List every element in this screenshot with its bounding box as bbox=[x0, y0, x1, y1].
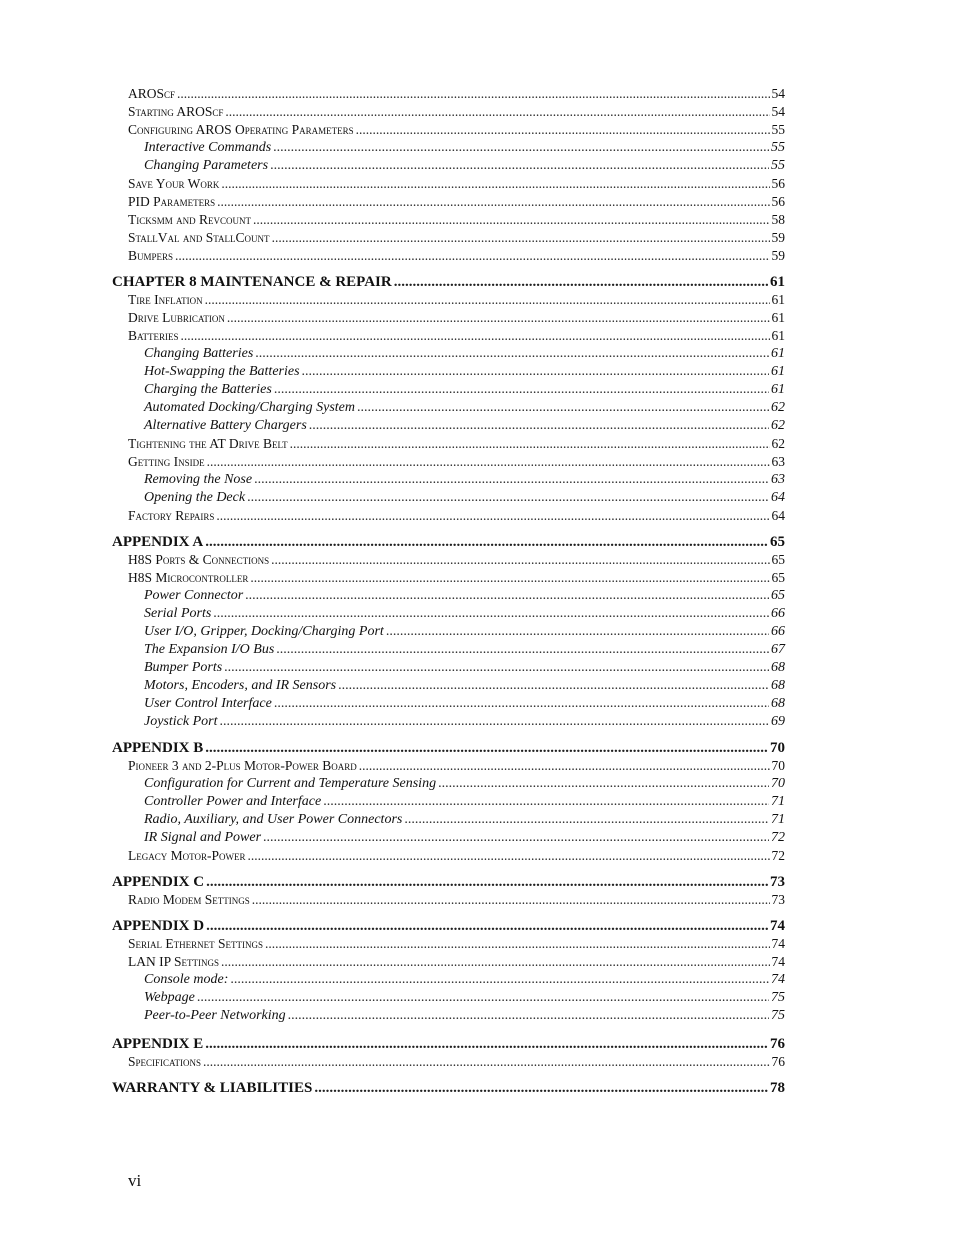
toc-entry-title: Interactive Commands bbox=[144, 140, 272, 155]
toc-entry-page: 65 bbox=[771, 570, 785, 585]
toc-entry-title: Specifications bbox=[128, 1054, 202, 1069]
toc-entry-page: 74 bbox=[770, 918, 785, 934]
toc-entry-page: 61 bbox=[771, 364, 785, 379]
toc-entry-title: Factory Repairs bbox=[128, 508, 215, 523]
toc-entry[interactable] bbox=[128, 194, 785, 210]
toc-entry-title: Peer-to-Peer Networking bbox=[144, 1008, 286, 1023]
dot-leader bbox=[271, 552, 769, 568]
dot-leader bbox=[290, 436, 770, 452]
dot-leader bbox=[288, 1008, 769, 1024]
toc-entry[interactable] bbox=[144, 490, 785, 506]
toc-entry-page: 63 bbox=[771, 472, 785, 487]
toc-entry-title: APPENDIX C bbox=[112, 874, 205, 890]
dot-leader bbox=[216, 508, 769, 524]
toc-entry[interactable] bbox=[144, 418, 785, 434]
toc-heading[interactable] bbox=[112, 534, 785, 551]
toc-entry[interactable] bbox=[128, 310, 785, 326]
toc-entry-page: 72 bbox=[771, 848, 785, 863]
toc-entry-page: 68 bbox=[771, 678, 785, 693]
toc-entry-title: Radio Modem Settings bbox=[128, 892, 250, 907]
toc-entry-title: WARRANTY & LIABILITIES bbox=[112, 1080, 313, 1096]
toc-entry-page: 61 bbox=[771, 328, 785, 343]
toc-entry[interactable] bbox=[144, 990, 785, 1006]
toc-entry-title: Changing Parameters bbox=[144, 158, 269, 173]
toc-entry-page: 62 bbox=[771, 436, 785, 451]
toc-entry-title: Changing Batteries bbox=[144, 346, 254, 361]
toc-entry-title: Controller Power and Interface bbox=[144, 794, 322, 809]
toc-entry-title: Save Your Work bbox=[128, 176, 220, 191]
dot-leader bbox=[247, 848, 769, 864]
toc-entry[interactable] bbox=[128, 212, 785, 228]
dot-leader bbox=[219, 714, 769, 730]
toc-entry-title: APPENDIX A bbox=[112, 534, 204, 550]
toc-entry[interactable] bbox=[144, 588, 785, 604]
toc-entry-title: APPENDIX D bbox=[112, 918, 205, 934]
toc-entry-page: 55 bbox=[771, 158, 785, 173]
toc-entry-title: Power Connector bbox=[144, 588, 244, 603]
toc-entry-page: 64 bbox=[771, 508, 785, 523]
dot-leader bbox=[274, 382, 769, 398]
dot-leader bbox=[252, 892, 770, 908]
toc-entry-page: 71 bbox=[771, 794, 785, 809]
toc-entry-title: The Expansion I/O Bus bbox=[144, 642, 275, 657]
toc-entry[interactable] bbox=[128, 176, 785, 192]
toc-entry-page: 56 bbox=[771, 176, 785, 191]
toc-entry-page: 69 bbox=[771, 714, 785, 729]
toc-entry-title: Serial Ethernet Settings bbox=[128, 936, 263, 951]
toc-entry-page: 61 bbox=[771, 346, 785, 361]
toc-entry[interactable] bbox=[128, 230, 785, 246]
dot-leader bbox=[359, 758, 770, 774]
toc-entry[interactable] bbox=[128, 104, 785, 120]
toc-entry[interactable] bbox=[144, 714, 785, 730]
dot-leader bbox=[254, 472, 769, 488]
toc-entry-page: 62 bbox=[771, 400, 785, 415]
toc-entry-page: 54 bbox=[771, 104, 785, 119]
toc-entry-title: Automated Docking/Charging System bbox=[144, 400, 356, 415]
toc-entry-title: Webpage bbox=[144, 990, 195, 1005]
toc-entry-page: 78 bbox=[770, 1080, 785, 1096]
dot-leader bbox=[197, 990, 769, 1006]
toc-entry-page: 62 bbox=[771, 418, 785, 433]
toc-entry-page: 76 bbox=[771, 1054, 785, 1069]
toc-entry-title: H8S Microcontroller bbox=[128, 570, 249, 585]
toc-entry[interactable] bbox=[144, 382, 785, 398]
toc-entry[interactable] bbox=[144, 678, 785, 694]
toc-entry-page: 72 bbox=[771, 830, 785, 845]
toc-entry-title: APPENDIX B bbox=[112, 740, 204, 756]
toc-entry[interactable] bbox=[144, 624, 785, 640]
dot-leader bbox=[225, 104, 769, 120]
toc-entry-title: User Control Interface bbox=[144, 696, 272, 711]
toc-entry-title: Serial Ports bbox=[144, 606, 212, 621]
toc-entry-title: Radio, Auxiliary, and User Power Connectors bbox=[144, 812, 403, 827]
toc-entry[interactable] bbox=[128, 328, 785, 344]
toc-heading[interactable] bbox=[112, 740, 785, 757]
dot-leader bbox=[394, 274, 768, 291]
toc-entry-page: 55 bbox=[771, 122, 785, 137]
toc-entry-title: Starting AROScf bbox=[128, 104, 224, 119]
dot-leader bbox=[404, 812, 769, 828]
toc-entry[interactable] bbox=[128, 848, 785, 864]
toc-entry[interactable] bbox=[128, 758, 785, 774]
dot-leader bbox=[205, 292, 770, 308]
toc-entry-title: APPENDIX E bbox=[112, 1036, 204, 1052]
toc-entry[interactable] bbox=[128, 552, 785, 568]
toc-entry-title: Tire Inflation bbox=[128, 292, 203, 307]
toc-entry-page: 61 bbox=[771, 292, 785, 307]
toc-entry[interactable] bbox=[144, 140, 785, 156]
toc-entry-page: 75 bbox=[771, 1008, 785, 1023]
toc-entry-title: Motors, Encoders, and IR Sensors bbox=[144, 678, 337, 693]
dot-leader bbox=[323, 794, 769, 810]
toc-heading[interactable] bbox=[112, 918, 785, 935]
toc-entry-title: StallVal and StallCount bbox=[128, 230, 270, 245]
dot-leader bbox=[213, 606, 769, 622]
toc-entry-title: Hot-Swapping the Batteries bbox=[144, 364, 300, 379]
toc-entry-title: Batteries bbox=[128, 328, 179, 343]
dot-leader bbox=[338, 678, 769, 694]
toc-entry[interactable] bbox=[144, 776, 785, 792]
toc-entry[interactable] bbox=[144, 606, 785, 622]
dot-leader bbox=[206, 918, 768, 935]
dot-leader bbox=[357, 400, 769, 416]
toc-entry-page: 75 bbox=[771, 990, 785, 1005]
dot-leader bbox=[276, 642, 769, 658]
toc-entry-title: Console mode: bbox=[144, 972, 229, 987]
toc-entry[interactable] bbox=[144, 472, 785, 488]
dot-leader bbox=[302, 364, 769, 380]
toc-entry-page: 70 bbox=[771, 758, 785, 773]
toc-entry-title: Drive Lubrication bbox=[128, 310, 225, 325]
dot-leader bbox=[265, 936, 770, 952]
toc-entry[interactable] bbox=[144, 812, 785, 828]
page-number: vi bbox=[128, 1171, 142, 1190]
toc-entry[interactable] bbox=[144, 830, 785, 846]
toc-entry-page: 66 bbox=[771, 624, 785, 639]
toc-entry[interactable] bbox=[144, 158, 785, 174]
dot-leader bbox=[314, 1080, 768, 1097]
toc-entry-page: 59 bbox=[771, 230, 785, 245]
dot-leader bbox=[227, 310, 770, 326]
toc-entry-page: 70 bbox=[770, 740, 785, 756]
toc-entry-title: Getting Inside bbox=[128, 454, 205, 469]
toc-entry-title: Opening the Deck bbox=[144, 490, 246, 505]
toc-entry[interactable] bbox=[144, 346, 785, 362]
toc-entry[interactable] bbox=[144, 1008, 785, 1024]
toc-entry-page: 61 bbox=[771, 310, 785, 325]
dot-leader bbox=[245, 588, 769, 604]
toc-entry[interactable] bbox=[128, 86, 785, 102]
toc-entry-page: 74 bbox=[771, 936, 785, 951]
toc-entry[interactable] bbox=[128, 122, 785, 138]
dot-leader bbox=[203, 1054, 769, 1070]
toc-entry-page: 66 bbox=[771, 606, 785, 621]
dot-leader bbox=[224, 660, 769, 676]
toc-entry-title: LAN IP Settings bbox=[128, 954, 219, 969]
dot-leader bbox=[272, 230, 770, 246]
toc-heading[interactable] bbox=[112, 274, 785, 291]
toc-entry-page: 63 bbox=[771, 454, 785, 469]
toc-entry-title: CHAPTER 8 MAINTENANCE & REPAIR bbox=[112, 274, 392, 290]
toc-entry[interactable] bbox=[144, 400, 785, 416]
toc-entry-title: Charging the Batteries bbox=[144, 382, 272, 397]
toc-entry-title: IR Signal and Power bbox=[144, 830, 262, 845]
dot-leader bbox=[207, 454, 770, 470]
toc-entry-title: Tightening the AT Drive Belt bbox=[128, 436, 288, 451]
dot-leader bbox=[273, 140, 769, 156]
toc-entry[interactable] bbox=[128, 292, 785, 308]
toc-entry-page: 58 bbox=[771, 212, 785, 227]
toc-entry-page: 65 bbox=[770, 534, 785, 550]
toc-entry-title: PID Parameters bbox=[128, 194, 216, 209]
dot-leader bbox=[386, 624, 769, 640]
dot-leader bbox=[205, 534, 768, 551]
dot-leader bbox=[205, 740, 768, 757]
toc-entry-title: Joystick Port bbox=[144, 714, 218, 729]
toc-entry-title: Configuring AROS Operating Parameters bbox=[128, 122, 354, 137]
dot-leader bbox=[356, 122, 770, 138]
toc-entry-page: 67 bbox=[771, 642, 785, 657]
toc-entry[interactable] bbox=[128, 570, 785, 586]
dot-leader bbox=[221, 954, 770, 970]
toc-entry-page: 61 bbox=[771, 382, 785, 397]
toc-entry-page: 56 bbox=[771, 194, 785, 209]
toc-entry-title: Legacy Motor-Power bbox=[128, 848, 246, 863]
dot-leader bbox=[177, 86, 769, 102]
dot-leader bbox=[309, 418, 769, 434]
toc-entry-title: Configuration for Current and Temperature Sensing bbox=[144, 776, 437, 791]
toc-entry-page: 65 bbox=[771, 552, 785, 567]
dot-leader bbox=[263, 830, 769, 846]
toc-entry[interactable] bbox=[144, 660, 785, 676]
toc-entry-page: 61 bbox=[770, 274, 785, 290]
toc-heading[interactable] bbox=[112, 1036, 785, 1053]
dot-leader bbox=[181, 328, 770, 344]
toc-entry-title: Ticksmm and Revcount bbox=[128, 212, 252, 227]
toc-entry-page: 70 bbox=[771, 776, 785, 791]
dot-leader bbox=[255, 346, 769, 362]
toc-entry-title: AROScf bbox=[128, 86, 176, 101]
toc-entry-page: 73 bbox=[770, 874, 785, 890]
dot-leader bbox=[250, 570, 769, 586]
toc-entry-page: 59 bbox=[771, 248, 785, 263]
toc-heading[interactable] bbox=[112, 1080, 785, 1097]
toc-entry-page: 65 bbox=[771, 588, 785, 603]
toc-entry-title: Alternative Battery Chargers bbox=[144, 418, 307, 433]
dot-leader bbox=[217, 194, 769, 210]
toc-entry[interactable] bbox=[128, 954, 785, 970]
dot-leader bbox=[205, 1036, 768, 1053]
toc-entry-title: Pioneer 3 and 2-Plus Motor-Power Board bbox=[128, 758, 357, 773]
toc-entry-page: 68 bbox=[771, 696, 785, 711]
toc-entry-title: User I/O, Gripper, Docking/Charging Port bbox=[144, 624, 384, 639]
toc-entry[interactable] bbox=[128, 508, 785, 524]
toc-entry[interactable] bbox=[128, 436, 785, 452]
toc-entry[interactable] bbox=[128, 1054, 785, 1070]
toc-entry[interactable] bbox=[144, 696, 785, 712]
toc-entry-page: 54 bbox=[771, 86, 785, 101]
toc-entry[interactable] bbox=[128, 454, 785, 470]
toc-entry-page: 74 bbox=[771, 954, 785, 969]
toc-entry[interactable] bbox=[128, 892, 785, 908]
toc-entry-page: 68 bbox=[771, 660, 785, 675]
toc-heading[interactable] bbox=[112, 874, 785, 891]
toc-entry-page: 74 bbox=[771, 972, 785, 987]
dot-leader bbox=[274, 696, 769, 712]
toc-entry-title: Bumper Ports bbox=[144, 660, 223, 675]
toc-entry[interactable] bbox=[144, 642, 785, 658]
dot-leader bbox=[206, 874, 768, 891]
toc-entry[interactable] bbox=[144, 364, 785, 380]
toc-entry[interactable] bbox=[128, 248, 785, 264]
toc-entry-page: 71 bbox=[771, 812, 785, 827]
dot-leader bbox=[221, 176, 769, 192]
toc-entry[interactable] bbox=[144, 972, 785, 988]
toc-entry-page: 73 bbox=[771, 892, 785, 907]
toc-entry-title: H8S Ports & Connections bbox=[128, 552, 270, 567]
toc-entry-title: Removing the Nose bbox=[144, 472, 253, 487]
toc-entry[interactable] bbox=[144, 794, 785, 810]
toc-entry-page: 64 bbox=[771, 490, 785, 505]
dot-leader bbox=[230, 972, 769, 988]
dot-leader bbox=[270, 158, 769, 174]
toc-entry-page: 76 bbox=[770, 1036, 785, 1052]
toc-entry[interactable] bbox=[128, 936, 785, 952]
dot-leader bbox=[247, 490, 769, 506]
dot-leader bbox=[438, 776, 769, 792]
dot-leader bbox=[175, 248, 769, 264]
toc-entry-page: 55 bbox=[771, 140, 785, 155]
dot-leader bbox=[253, 212, 769, 228]
toc-entry-title: Bumpers bbox=[128, 248, 174, 263]
